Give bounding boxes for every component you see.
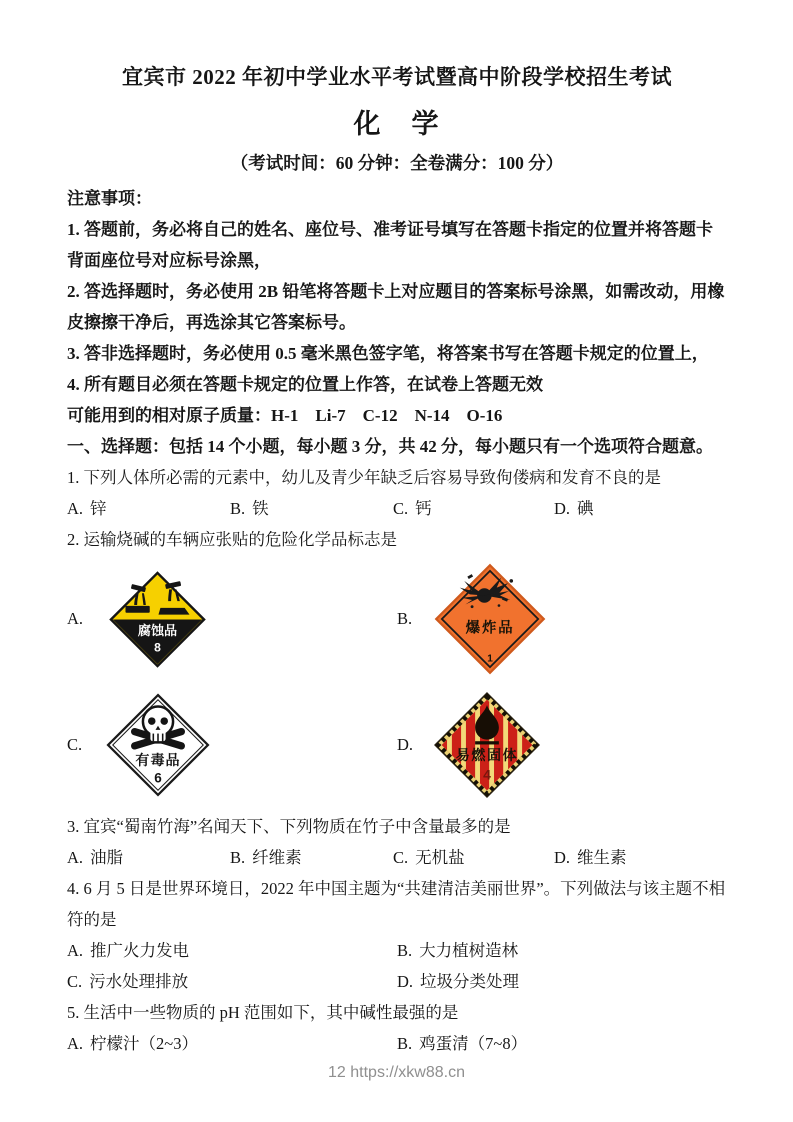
question-4-options [67,935,727,997]
option-label: D. [554,499,571,518]
q4-option-c [67,966,397,997]
option-label: D. [397,735,414,754]
option-label: B. [230,499,246,518]
atomic-mass-h: H-1 [271,406,299,425]
q3-option-c [393,842,554,873]
question-2-options [67,559,727,805]
option-text: 碘 [577,499,594,518]
option-label: A. [67,499,84,518]
exam-subject: 化 学 [353,109,441,139]
q5-option-a [67,1028,397,1059]
q1-option-a [67,493,230,524]
flammable-solid-hazard-icon [433,691,541,799]
option-text: 铁 [252,499,269,518]
option-text: 油脂 [90,848,124,867]
atomic-mass-label: 可能用到的相对原子质量： [67,406,271,425]
q2-option-c [67,685,397,805]
question-2-text: 2. 运输烧碱的车辆应张贴的危险化学品标志是 [67,530,397,549]
option-label: D. [397,972,414,991]
hazard-class-number: 8 [154,640,161,655]
option-label: C. [67,972,83,991]
q3-option-a [67,842,230,873]
option-text: 钙 [415,499,432,518]
option-text: 污水处理排放 [89,972,189,991]
q2-option-d [397,685,727,805]
question-3-text: 3. 宜宾“蜀南竹海”名闻天下、下列物质在竹子中含量最多的是 [67,817,511,836]
explosive-hazard-icon [434,563,546,675]
q1-option-d [554,493,727,524]
option-text: 柠檬汁（2~3） [90,1034,198,1053]
option-label: A. [67,941,84,960]
hazard-caption: 爆炸品 [465,620,515,637]
question-1-text: 1. 下列人体所必需的元素中，幼儿及青少年缺乏后容易导致佝偻病和发育不良的是 [67,468,661,487]
q3-option-b [230,842,393,873]
hazard-caption: 有毒品 [135,751,181,768]
q2-option-b [397,559,727,679]
atomic-mass-line [67,400,727,431]
question-5-options [67,1028,727,1059]
hazard-caption: 易燃固体 [455,747,519,764]
q1-option-b [230,493,393,524]
question-4-text: 4. 6 月 5 日是世界环境日，2022 年中国主题为“共建清洁美丽世界”。下列做法与该主题不相符的是 [67,879,726,929]
option-text: 纤维素 [252,848,302,867]
option-label: B. [397,1034,413,1053]
option-text: 鸡蛋清（7~8） [419,1034,528,1053]
page-footer-url: 12 https://xkw88.cn [328,1064,465,1081]
option-label: A. [67,1034,84,1053]
option-text: 垃圾分类处理 [420,972,520,991]
hazard-class-number: 6 [154,770,162,786]
question-5-text: 5. 生活中一些物质的 pH 范围如下，其中碱性最强的是 [67,1003,459,1022]
section-1-heading: 一、选择题：包括 14 个小题，每小题 3 分，共 42 分，每小题只有一个选项符合题意。 [67,437,713,456]
hazard-class-number: 1 [487,653,493,665]
hazard-class-number: 4 [483,766,491,783]
q4-option-b [397,935,727,966]
toxic-hazard-icon [106,693,210,797]
option-text: 锌 [90,499,107,518]
q4-option-d [397,966,727,997]
question-1-options [67,493,727,524]
notice-item-2: 2. 答选择题时，务必使用 2B 铅笔将答题卡上对应题目的答案标号涂黑，如需改动，用橡皮擦擦干净后，再选涂其它答案标号。 [67,282,725,332]
option-label: C. [393,848,409,867]
atomic-mass-li: Li-7 [315,406,346,425]
hazard-caption: 腐蚀品 [137,622,178,638]
option-label: B. [397,609,413,628]
notice-item-4: 4. 所有题目必须在答题卡规定的位置上作答，在试卷上答题无效 [67,375,543,394]
option-label: D. [554,848,571,867]
option-text: 大力植树造林 [419,941,519,960]
q4-option-a [67,935,397,966]
atomic-mass-c: C-12 [362,406,398,425]
notes-heading: 注意事项： [67,189,152,208]
q3-option-d [554,842,727,873]
atomic-mass-o: O-16 [466,406,503,425]
corrosive-hazard-icon [109,571,206,668]
q2-option-a [67,559,397,679]
question-3-options [67,842,727,873]
option-text: 维生素 [577,848,627,867]
exam-title: 宜宾市 2022 年初中学业水平考试暨高中阶段学校招生考试 [122,65,672,89]
notice-item-1: 1. 答题前，务必将自己的姓名、座位号、准考证号填写在答题卡指定的位置并将答题卡背面座位号对应标号涂黑， [67,220,713,270]
exam-time-score-info: （考试时间：60 分钟：全卷满分：100 分） [230,153,564,173]
q5-option-b [397,1028,727,1059]
option-text: 推广火力发电 [90,941,190,960]
notice-item-3: 3. 答非选择题时，务必使用 0.5 毫米黑色签字笔，将答案书写在答题卡规定的位置上， [67,344,709,363]
q1-option-c [393,493,554,524]
option-label: A. [67,609,84,628]
option-text: 无机盐 [415,848,465,867]
atomic-mass-n: N-14 [414,406,450,425]
option-label: C. [393,499,409,518]
option-label: B. [397,941,413,960]
option-label: C. [67,735,83,754]
option-label: B. [230,848,246,867]
option-label: A. [67,848,84,867]
